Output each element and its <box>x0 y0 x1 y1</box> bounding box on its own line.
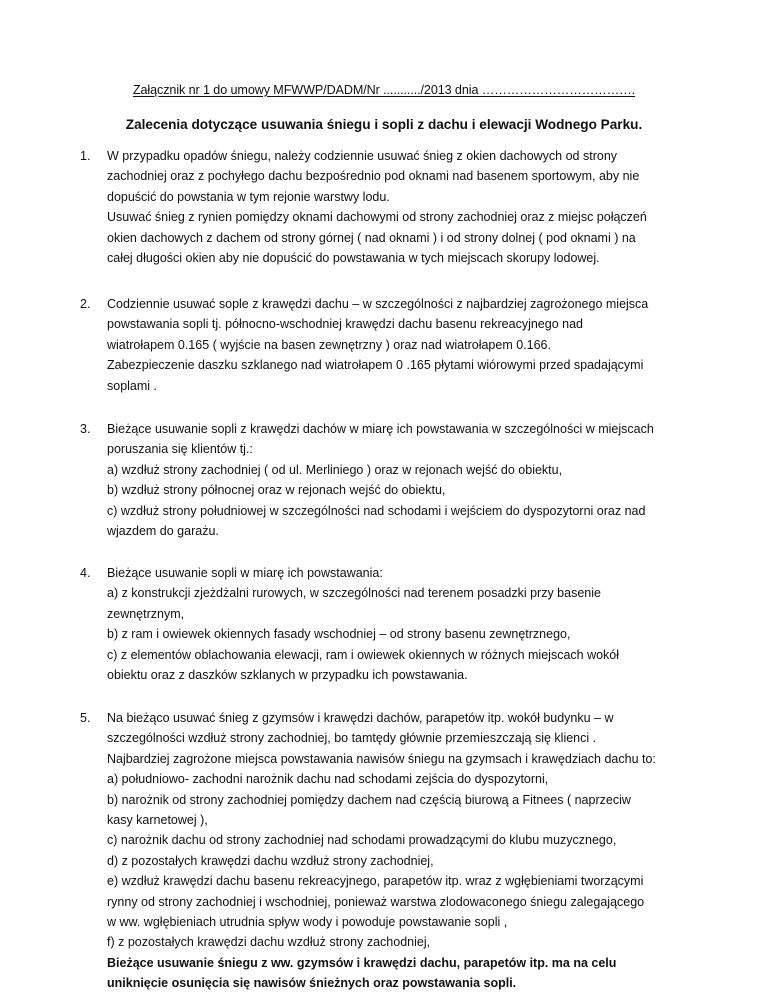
section-line: obiektu oraz z daszków szklanych w przypadku ich powstawania. <box>107 668 468 683</box>
document-title: Zalecenia dotyczące usuwania śniegu i sopli z dachu i elewacji Wodnego Parku. <box>125 117 643 132</box>
section-3 <box>80 419 700 541</box>
section-line: b) wzdłuż strony północnej oraz w rejonach wejść do obiektu, <box>107 483 446 498</box>
section-line: a) południowo- zachodni narożnik dachu nad schodami zejścia do dyspozytorni, <box>107 772 549 787</box>
section-line: d) z pozostałych krawędzi dachu wzdłuż strony zachodniej, <box>107 853 434 868</box>
section-line: e) wzdłuż krawędzi dachu basenu rekreacyjnego, parapetów itp. wraz z wgłębieniami tworzącymi <box>107 874 644 889</box>
section-line: powstawania sopli tj. północno-wschodniej krawędzi dachu basenu rekreacyjnego nad <box>107 317 583 332</box>
section-line: c) wzdłuż strony południowej w szczególności nad schodami i wejściem do dyspozytorni oraz nad <box>107 503 646 518</box>
section-line: c) z elementów oblachowania elewacji, ram i owiewek okiennych w różnych miejscach wokół <box>107 647 620 662</box>
section-text: Na bieżąco usuwać śnieg z gzymsów i krawędzi dachów, parapetów itp. wokół budynku – w <box>107 711 614 725</box>
section-number: 1. <box>80 149 91 163</box>
section-line: poruszania się klientów tj.: <box>107 442 253 457</box>
section-line: b) z ram i owiewek okiennych fasady wschodniej – od strony basenu zewnętrznego, <box>107 627 571 642</box>
section-line: w ww. wgłębieniach utrudnia spływ wody i powoduje powstawanie sopli , <box>107 915 508 930</box>
section-conclusion-line: Bieżące usuwanie śniegu z ww. gzymsów i krawędzi dachu, parapetów itp. ma na celu <box>107 955 617 970</box>
section-line: wiatrołapem 0.165 ( wyjście na basen zewnętrzny ) oraz nad wiatrołapem 0.166. <box>107 337 551 352</box>
section-line: okien dachowych z dachem od strony górnej ( nad oknami ) i od strony dolnej ( pod oknami ) na <box>107 230 636 245</box>
section-line <box>80 708 700 728</box>
section-line: Zabezpieczenie daszku szklanego nad wiatrołapem 0 .165 płytami wiórowymi przed spadającymi <box>107 358 644 373</box>
section-5 <box>80 708 700 994</box>
section-line: dopuścić do powstania w tym rejonie warstwy lodu. <box>107 189 390 204</box>
section-conclusion-line: uniknięcie osunięcia się nawisów śnieżnych oraz powstawania sopli. <box>107 976 517 991</box>
section-number: 3. <box>80 422 91 436</box>
section-4 <box>80 563 700 685</box>
section-number: 2. <box>80 297 91 311</box>
section-number: 4. <box>80 566 91 580</box>
section-line: zewnętrznym, <box>107 606 185 621</box>
section-number: 5. <box>80 711 91 725</box>
section-line: szczególności wzdłuż strony zachodniej, bo tamtędy głównie przemieszczają się klienci . <box>107 731 597 746</box>
section-line: zachodniej oraz z pochyłego dachu bezpośrednio pod oknami nad basenem sportowym, aby nie <box>107 169 640 184</box>
section-text: Bieżące usuwanie sopli z krawędzi dachów w miarę ich powstawania w szczególności w miejscach <box>107 422 654 436</box>
section-line: Usuwać śnieg z rynien pomiędzy oknami dachowymi od strony zachodniej oraz z miejsc połączeń <box>107 210 647 225</box>
section-line: b) narożnik od strony zachodniej pomiędzy dachem nad częścią biurową a Fitnees ( naprzeciw <box>107 792 631 807</box>
section-line <box>80 563 700 583</box>
section-line: a) z konstrukcji zjeżdżalni rurowych, w szczególności nad terenem posadzki przy basenie <box>107 586 601 601</box>
section-text: Bieżące usuwanie sopli w miarę ich powstawania: <box>107 566 383 580</box>
section-line: a) wzdłuż strony zachodniej ( od ul. Merliniego ) oraz w rejonach wejść do obiektu, <box>107 462 563 477</box>
section-line: f) z pozostałych krawędzi dachu wzdłuż strony zachodniej, <box>107 935 431 950</box>
section-line: c) narożnik dachu od strony zachodniej nad schodami prowadzącymi do klubu muzycznego, <box>107 833 617 848</box>
section-1 <box>80 146 700 268</box>
section-line: soplami . <box>107 378 158 393</box>
section-line: Najbardziej zagrożone miejsca powstawania nawisów śniegu na gzymsach i krawędziach dachu to: <box>107 751 656 766</box>
annex-header <box>0 82 768 98</box>
section-line <box>80 146 700 166</box>
section-line: wjazdem do garażu. <box>107 524 219 539</box>
section-line: kasy karnetowej ), <box>107 813 208 828</box>
section-line <box>80 294 700 314</box>
section-line: rynny od strony zachodniej i wschodniej, ponieważ warstwa zlodowaconego śniegu zalegającego <box>107 894 645 909</box>
annex-header-text: Załącznik nr 1 do umowy MFWWP/DADM/Nr .........../2013 dnia ………………………………. <box>132 83 636 97</box>
section-text: Codziennie usuwać sople z krawędzi dachu – w szczególności z najbardziej zagrożonego miejsca <box>107 297 649 311</box>
section-2 <box>80 294 700 396</box>
section-text: W przypadku opadów śniegu, należy codziennie usuwać śnieg z okien dachowych od strony <box>107 149 618 163</box>
section-line <box>80 419 700 439</box>
section-line: całej długości okien aby nie dopuścić do powstawania w tych miejscach skorupy lodowej. <box>107 251 600 266</box>
